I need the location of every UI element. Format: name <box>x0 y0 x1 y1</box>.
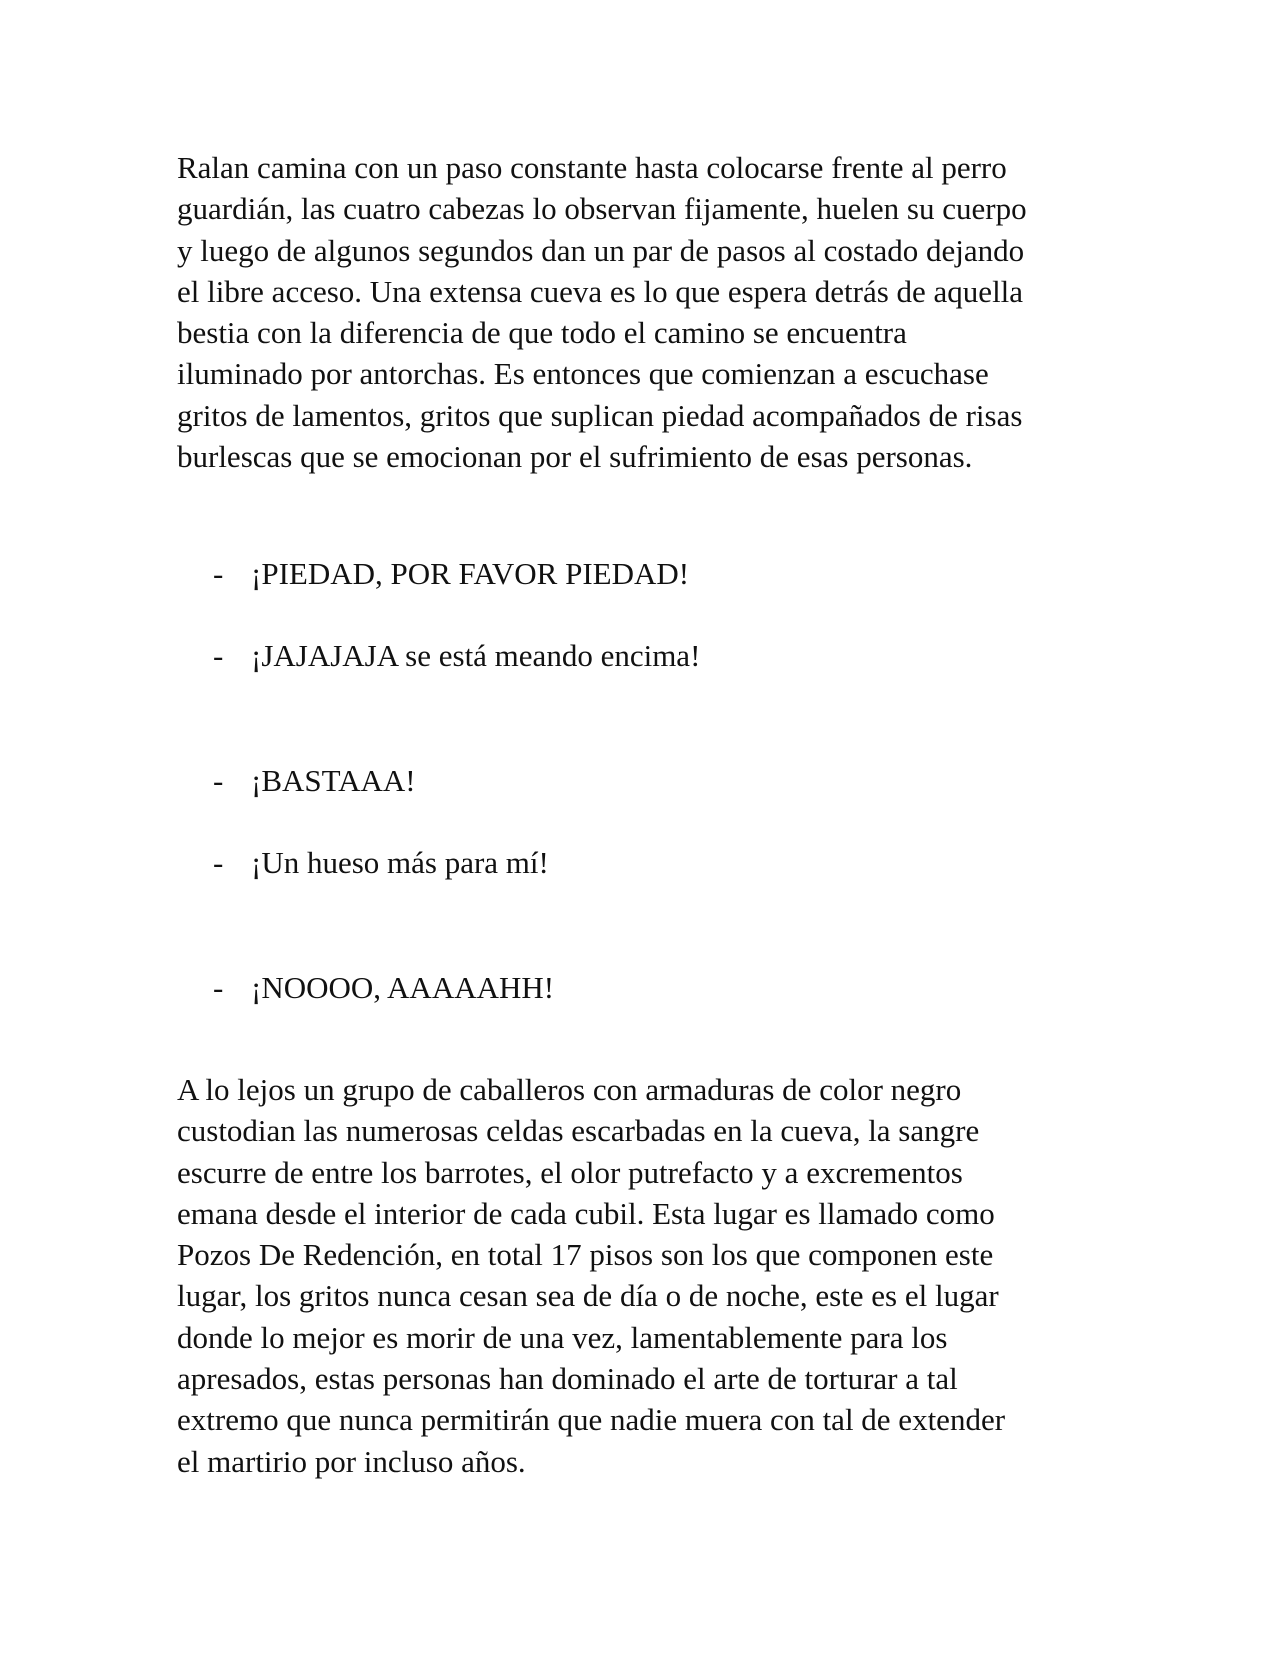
text-line: bestia con la diferencia de que todo el camino se encuentra <box>177 315 907 351</box>
dialogue-dash: - <box>213 970 224 1005</box>
dialogue-text: ¡Un hueso más para mí! <box>251 845 549 880</box>
text-line: el martirio por incluso años. <box>177 1443 526 1479</box>
text-line: lugar, los gritos nunca cesan sea de día o de noche, este es el lugar <box>177 1278 999 1314</box>
text-line: burlescas que se emocionan por el sufrimiento de esas personas. <box>177 439 973 475</box>
dialogue-line <box>213 760 416 801</box>
dialogue-text: ¡PIEDAD, POR FAVOR PIEDAD! <box>251 556 690 591</box>
dialogue-line <box>213 967 554 1008</box>
paragraph-intro <box>177 147 1117 477</box>
text-line: escurre de entre los barrotes, el olor putrefacto y a excrementos <box>177 1154 963 1190</box>
dialogue-text: ¡BASTAAA! <box>251 763 416 798</box>
dialogue-dash: - <box>213 763 224 798</box>
text-line: iluminado por antorchas. Es entonces que comienzan a escuchase <box>177 356 989 392</box>
text-line: guardián, las cuatro cabezas lo observan fijamente, huelen su cuerpo <box>177 191 1027 227</box>
dialogue-text: ¡JAJAJAJA se está meando encima! <box>251 638 701 673</box>
text-line: Ralan camina con un paso constante hasta colocarse frente al perro <box>177 150 1007 185</box>
dialogue-line <box>213 553 689 594</box>
dialogue-dash: - <box>213 845 224 880</box>
dialogue-line <box>213 635 700 676</box>
text-line: y luego de algunos segundos dan un par de pasos al costado dejando <box>177 232 1025 268</box>
dialogue-dash: - <box>213 638 224 673</box>
text-line: custodian las numerosas celdas escarbadas en la cueva, la sangre <box>177 1113 980 1149</box>
text-line: donde lo mejor es morir de una vez, lamentablemente para los <box>177 1319 948 1355</box>
text-line: gritos de lamentos, gritos que suplican piedad acompañados de risas <box>177 397 1023 433</box>
text-line: extremo que nunca permitirán que nadie muera con tal de extender <box>177 1402 1006 1438</box>
text-line: apresados, estas personas han dominado el arte de torturar a tal <box>177 1361 958 1397</box>
paragraph-pozos <box>177 1069 1117 1482</box>
dialogue-text: ¡NOOOO, AAAAAHH! <box>251 970 555 1005</box>
text-line: Pozos De Redención, en total 17 pisos son los que componen este <box>177 1237 994 1273</box>
dialogue-line <box>213 842 549 883</box>
text-line: emana desde el interior de cada cubil. Esta lugar es llamado como <box>177 1195 995 1231</box>
text-line: A lo lejos un grupo de caballeros con armaduras de color negro <box>177 1072 962 1107</box>
text-line: el libre acceso. Una extensa cueva es lo que espera detrás de aquella <box>177 273 1024 309</box>
dialogue-dash: - <box>213 556 224 591</box>
